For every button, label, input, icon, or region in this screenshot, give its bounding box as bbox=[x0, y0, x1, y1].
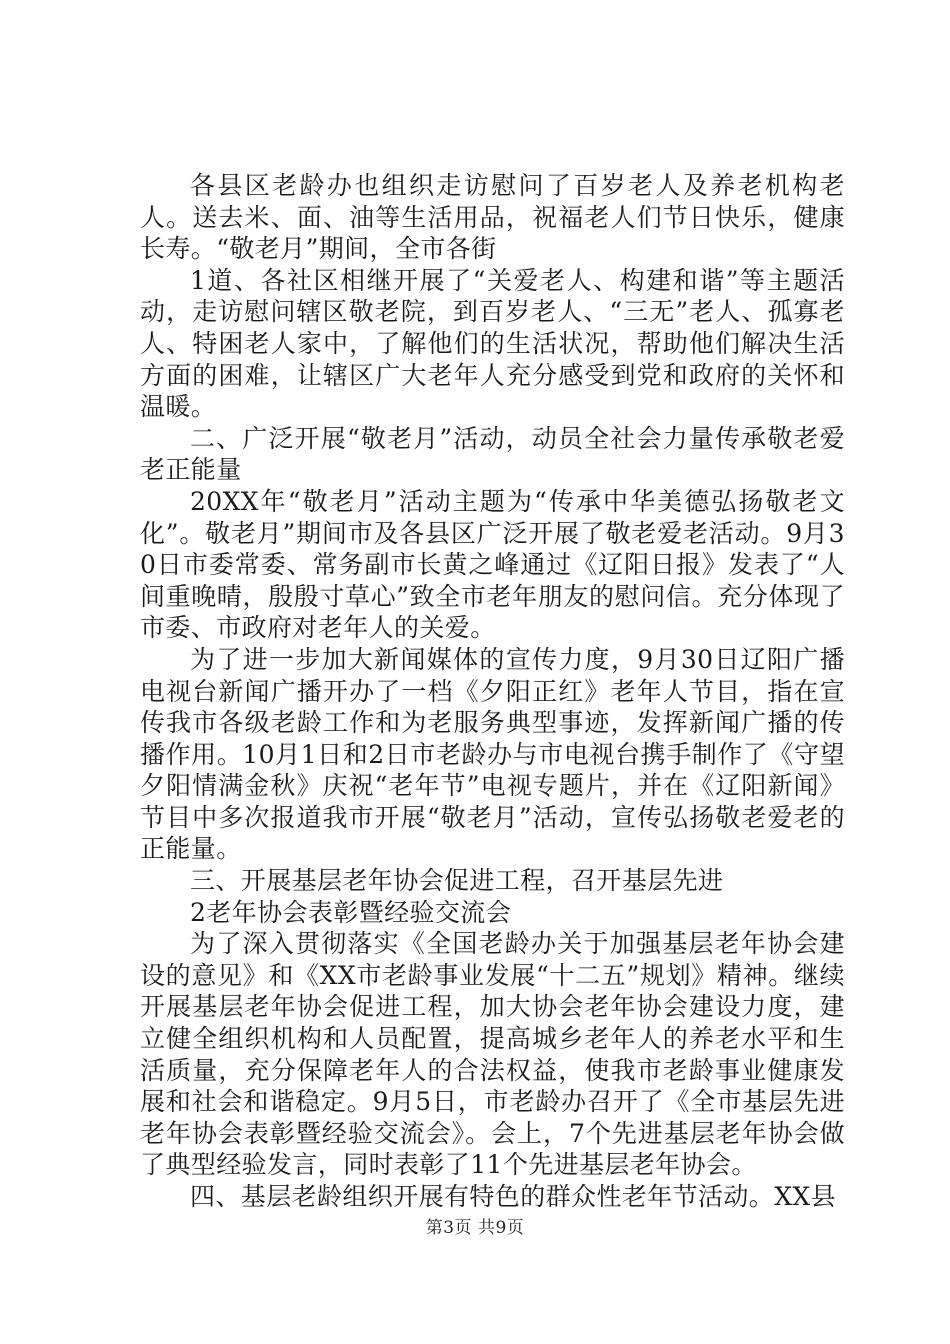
section-heading-2: 二、广泛开展“敬老月”活动，动员全社会力量传承敬老爱老正能量 bbox=[140, 423, 845, 485]
paragraph-theme: 20XX年“敬老月”活动主题为“传承中华美德弘扬敬老文化”。敬老月”期间市及各县区广泛开展了敬老爱老活动。9月30日市委常委、常务副市长黄之峰通过《辽阳日报》发表了“人间重晚晴，殷殷寸草心”致全市老年朋友的慰问信。充分体现了市委、市政府对老年人的关爱。 bbox=[140, 486, 845, 643]
document-body bbox=[140, 170, 845, 1213]
paragraph-community-activities: 1道、各社区相继开展了“关爱老人、构建和谐”等主题活动，走访慰问辖区敬老院，到百岁老人、“三无”老人、孤寡老人、特困老人家中，了解他们的生活状况，帮助他们解决生活方面的困难，让辖区广大老年人充分感受到党和政府的关怀和温暖。 bbox=[140, 265, 845, 422]
section-heading-4: 四、基层老龄组织开展有特色的群众性老年节活动。XX县 bbox=[190, 1182, 836, 1211]
paragraph-media: 为了进一步加大新闻媒体的宣传力度，9月30日辽阳广播电视台新闻广播开办了一档《夕阳正红》老年人节目，指在宣传我市各级老龄工作和为老服务典型事迹，发挥新闻广播的传播作用。10月1日和2日市老龄办与市电视台携手制作了《守望夕阳情满金秋》庆祝“老年节”电视专题片，并在《辽阳新闻》节目中多次报道我市开展“敬老月”活动，宣传弘扬敬老爱老的正能量。 bbox=[140, 644, 845, 864]
page-footer: 第3页 共9页 bbox=[425, 1218, 525, 1238]
section-heading-3-continued: 2老年协会表彰暨经验交流会 bbox=[190, 897, 512, 927]
paragraph-association: 为了深入贯彻落实《全国老龄办关于加强基层老年协会建设的意见》和《XX市老龄事业发展“十二五”规划》精神。继续开展基层老年协会促进工程，加大协会老年协会建设力度，建立健全组织机构和人员配置，提高城乡老年人的养老水平和生活质量，充分保障老年人的合法权益，使我市老龄事业健康发展和社会和谐稳定。9月5日，市老龄办召开了《全市基层先进老年协会表彰暨经验交流会》。会上，7个先进基层老年协会做了典型经验发言，同时表彰了11个先进基层老年协会。 bbox=[140, 929, 845, 1180]
section-heading-3: 三、开展基层老年协会促进工程，召开基层先进 bbox=[190, 866, 724, 896]
paragraph-visits: 各县区老龄办也组织走访慰问了百岁老人及养老机构老人。送去米、面、油等生活用品，祝福老人们节日快乐，健康长寿。“敬老月”期间，全市各街 bbox=[140, 171, 845, 264]
